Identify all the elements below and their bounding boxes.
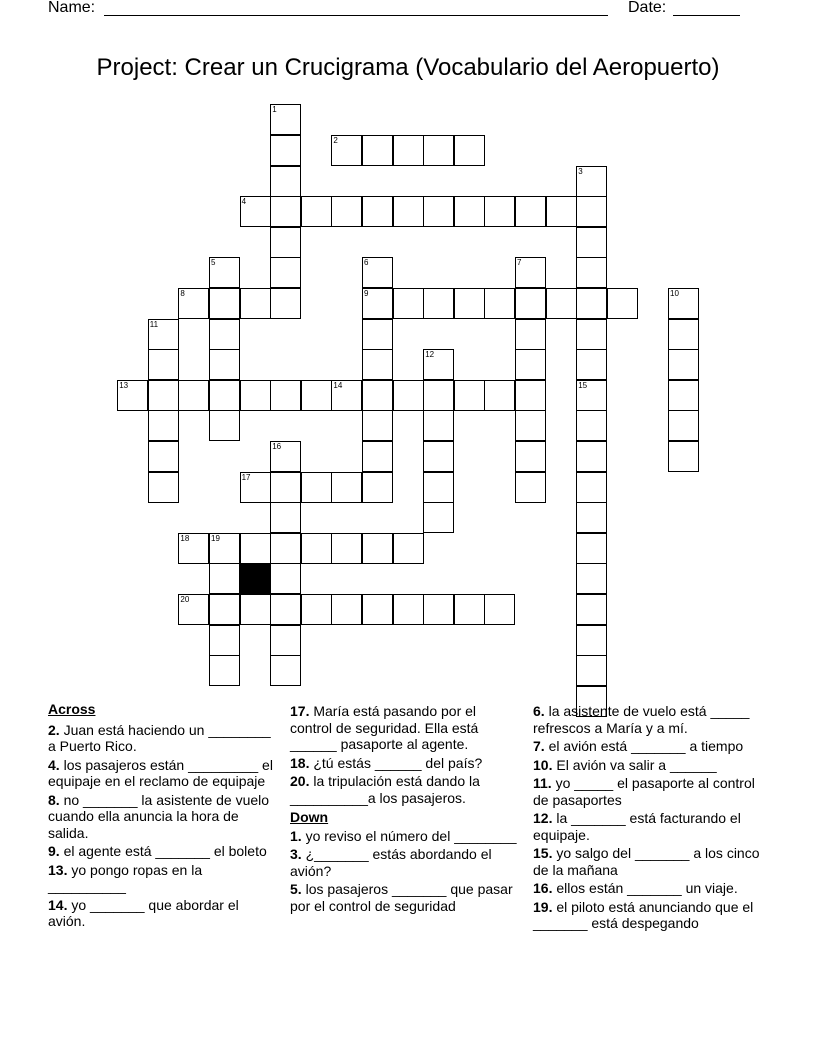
grid-cell[interactable] <box>209 533 240 564</box>
grid-cell[interactable] <box>270 104 301 135</box>
clue-item-number: 15. <box>533 845 553 861</box>
clue-item-number: 1. <box>290 827 302 844</box>
grid-cell[interactable] <box>576 533 607 564</box>
clue-number: 4 <box>241 197 247 207</box>
grid-cell[interactable] <box>607 288 638 319</box>
grid-cell[interactable] <box>576 257 607 288</box>
grid-cell[interactable] <box>484 288 515 319</box>
grid-cell[interactable] <box>484 196 515 227</box>
grid-cell[interactable] <box>148 349 179 380</box>
grid-cell[interactable] <box>301 472 332 503</box>
clue-item-number: 8. <box>48 791 60 808</box>
grid-cell[interactable] <box>423 380 454 411</box>
clue-item-text: el avión está _______ a tiempo <box>544 738 744 754</box>
grid-cell[interactable] <box>393 196 424 227</box>
grid-cell[interactable] <box>209 349 240 380</box>
clue-number: 11 <box>149 319 159 329</box>
grid-cell[interactable] <box>362 472 393 503</box>
grid-cell[interactable] <box>423 288 454 319</box>
grid-cell[interactable] <box>240 594 271 625</box>
grid-cell[interactable] <box>546 196 577 227</box>
grid-cell[interactable] <box>393 288 424 319</box>
clue-number: 10 <box>670 289 679 298</box>
grid-cell[interactable] <box>301 196 332 227</box>
clue-item <box>290 773 520 806</box>
grid-cell[interactable] <box>515 441 546 472</box>
grid-cell[interactable] <box>331 196 362 227</box>
grid-cell[interactable] <box>209 563 240 594</box>
grid-cell[interactable] <box>270 196 301 227</box>
grid-cell-black <box>240 563 271 594</box>
grid-cell[interactable] <box>668 349 699 380</box>
grid-cell[interactable] <box>668 380 699 411</box>
grid-cell[interactable] <box>423 196 454 227</box>
grid-cell[interactable] <box>148 472 179 503</box>
clue-item-text: yo reviso el número del ________ <box>301 827 517 844</box>
clue-item <box>533 738 763 755</box>
clue-number: 8 <box>180 289 185 298</box>
grid-cell[interactable] <box>515 257 546 288</box>
clues-column-2 <box>290 701 520 914</box>
clue-item-text: yo salgo del _______ a los cinco de la mañana <box>533 845 760 878</box>
clue-item <box>290 828 520 845</box>
grid-cell[interactable] <box>362 533 393 564</box>
clue-item-number: 3. <box>290 846 302 862</box>
grid-cell[interactable] <box>668 319 699 350</box>
grid-cell[interactable] <box>393 135 424 166</box>
grid-cell[interactable] <box>515 349 546 380</box>
clue-number: 12 <box>425 350 435 360</box>
grid-cell[interactable] <box>484 594 515 625</box>
clue-item-text: ¿_______ estás abordando el avión? <box>290 846 492 879</box>
grid-cell[interactable] <box>576 227 607 258</box>
grid-cell[interactable] <box>240 533 271 564</box>
clue-item-text: la asistente de vuelo está _____ refrescos a María y a mí. <box>533 703 750 736</box>
grid-cell[interactable] <box>362 349 393 380</box>
across-clue-list-continued <box>290 703 520 806</box>
grid-cell[interactable] <box>668 410 699 441</box>
clue-item <box>48 757 278 790</box>
clues-column-3 <box>533 701 763 932</box>
clue-item-text: yo _______ que abordar el avión. <box>48 896 239 929</box>
grid-cell[interactable] <box>331 380 362 411</box>
clue-item-text: El avión va salir a ______ <box>552 756 717 773</box>
grid-cell[interactable] <box>393 594 424 625</box>
grid-cell[interactable] <box>209 625 240 656</box>
grid-cell[interactable] <box>301 594 332 625</box>
grid-cell[interactable] <box>576 410 607 441</box>
clue-item-text: ¿tú estás ______ del país? <box>309 754 483 771</box>
clue-number: 9 <box>364 289 369 298</box>
clues-column-1 <box>48 701 278 930</box>
grid-cell[interactable] <box>178 594 209 625</box>
clue-number: 19 <box>211 533 220 543</box>
across-clue-list <box>48 722 278 930</box>
page-title: Project: Crear un Crucigrama (Vocabulario del Aeropuerto) <box>96 54 720 81</box>
down-heading: Down <box>290 809 329 825</box>
grid-cell[interactable] <box>270 655 301 686</box>
grid-cell[interactable] <box>178 533 209 564</box>
grid-cell[interactable] <box>362 410 393 441</box>
grid-cell[interactable] <box>240 380 271 411</box>
grid-cell[interactable] <box>331 594 362 625</box>
grid-cell[interactable] <box>148 441 179 472</box>
grid-cell[interactable] <box>423 410 454 441</box>
grid-cell[interactable] <box>454 196 485 227</box>
clue-item <box>290 846 520 879</box>
clue-item-number: 11. <box>533 775 552 791</box>
clue-item <box>48 792 278 842</box>
clue-item <box>533 810 763 843</box>
across-heading: Across <box>48 701 96 717</box>
clue-number: 16 <box>272 442 282 451</box>
grid-cell[interactable] <box>393 533 424 564</box>
clue-item-number: 7. <box>533 738 545 754</box>
grid-cell[interactable] <box>576 380 607 411</box>
grid-cell[interactable] <box>423 502 454 533</box>
clue-number: 18 <box>180 533 190 543</box>
grid-cell[interactable] <box>668 288 699 319</box>
clue-item-number: 14. <box>48 896 68 913</box>
grid-cell[interactable] <box>362 380 393 411</box>
grid-cell[interactable] <box>515 319 546 350</box>
grid-cell[interactable] <box>576 196 607 227</box>
grid-cell[interactable] <box>576 349 607 380</box>
grid-cell[interactable] <box>270 257 301 288</box>
clue-item-number: 6. <box>533 703 545 719</box>
grid-cell[interactable] <box>423 135 454 166</box>
clue-item-text: yo pongo ropas en la __________ <box>48 861 203 894</box>
clue-item-number: 17. <box>290 703 310 719</box>
clue-item <box>533 703 763 736</box>
down-clue-list-continued <box>533 703 763 932</box>
grid-cell[interactable] <box>362 594 393 625</box>
clue-number: 2 <box>333 136 338 145</box>
clue-item-number: 16. <box>533 880 553 896</box>
grid-cell[interactable] <box>576 625 607 656</box>
grid-cell[interactable] <box>301 380 332 411</box>
grid-cell[interactable] <box>178 288 209 319</box>
grid-cell[interactable] <box>331 135 362 166</box>
clue-item <box>533 757 763 774</box>
clue-item <box>48 722 278 755</box>
name-label: Name: <box>48 0 96 16</box>
grid-cell[interactable] <box>362 441 393 472</box>
grid-cell[interactable] <box>301 533 332 564</box>
clue-item-text: Juan está haciendo un ________ a Puerto Rico. <box>48 721 271 754</box>
clue-number: 3 <box>578 166 583 176</box>
clue-item <box>290 755 520 772</box>
grid-cell[interactable] <box>423 594 454 625</box>
clue-item <box>290 703 520 753</box>
grid-cell[interactable] <box>209 380 240 411</box>
grid-cell[interactable] <box>209 594 240 625</box>
clue-item-text: yo _____ el pasaporte al control de pasaportes <box>533 775 755 808</box>
grid-cell[interactable] <box>270 227 301 258</box>
clue-item-text: el piloto está anunciando que el _______ está despegando <box>533 898 754 931</box>
date-label: Date: <box>628 0 667 16</box>
clue-item-number: 13. <box>48 861 68 878</box>
grid-cell[interactable] <box>423 472 454 503</box>
clue-item <box>48 862 278 895</box>
grid-cell[interactable] <box>576 594 607 625</box>
grid-cell[interactable] <box>270 533 301 564</box>
clue-number: 13 <box>119 380 129 390</box>
clue-item <box>533 775 763 808</box>
grid-cell[interactable] <box>515 288 546 319</box>
clue-item-text: no _______ la asistente de vuelo cuando ella anuncia la hora de salida. <box>48 791 270 841</box>
clue-item-text: ellos están _______ un viaje. <box>552 880 738 896</box>
clue-item-number: 12. <box>533 810 553 826</box>
grid-cell[interactable] <box>270 288 301 319</box>
clue-number: 5 <box>211 258 216 268</box>
grid-cell[interactable] <box>576 166 607 197</box>
grid-cell[interactable] <box>240 472 271 503</box>
clue-item <box>533 880 763 897</box>
grid-cell[interactable] <box>331 472 362 503</box>
grid-cell[interactable] <box>270 563 301 594</box>
clue-number: 6 <box>364 258 369 268</box>
grid-cell[interactable] <box>270 502 301 533</box>
clue-item <box>533 845 763 878</box>
grid-cell[interactable] <box>454 380 485 411</box>
grid-cell[interactable] <box>515 410 546 441</box>
grid-cell[interactable] <box>362 196 393 227</box>
clue-item-number: 18. <box>290 754 310 771</box>
grid-cell[interactable] <box>270 594 301 625</box>
clue-item <box>533 899 763 932</box>
grid-cell[interactable] <box>270 380 301 411</box>
clue-item-number: 2. <box>48 721 60 738</box>
grid-cell[interactable] <box>148 380 179 411</box>
grid-cell[interactable] <box>576 563 607 594</box>
grid-cell[interactable] <box>331 533 362 564</box>
clue-item-text: los pasajeros están _________ el equipaje en el reclamo de equipaje <box>48 756 273 789</box>
grid-cell[interactable] <box>423 441 454 472</box>
grid-cell[interactable] <box>668 441 699 472</box>
clue-item-text: la tripulación está dando la __________a los pasajeros. <box>290 773 480 806</box>
grid-cell[interactable] <box>362 135 393 166</box>
grid-cell[interactable] <box>209 288 240 319</box>
grid-cell[interactable] <box>484 380 515 411</box>
grid-cell[interactable] <box>576 319 607 350</box>
clue-item-number: 4. <box>48 756 60 773</box>
clue-number: 20 <box>180 595 190 604</box>
grid-cell[interactable] <box>209 410 240 441</box>
clue-item-number: 10. <box>533 756 553 773</box>
clue-item-number: 5. <box>290 881 302 897</box>
grid-cell[interactable] <box>454 288 485 319</box>
grid-cell[interactable] <box>270 166 301 197</box>
grid-cell[interactable] <box>546 288 577 319</box>
grid-cell[interactable] <box>576 441 607 472</box>
clue-item <box>48 843 278 860</box>
clue-item-number: 20. <box>290 773 310 789</box>
clue-item <box>290 881 520 914</box>
down-clue-list <box>290 828 520 915</box>
clue-number: 7 <box>517 258 522 268</box>
clue-number: 14 <box>333 380 343 390</box>
clue-number: 1 <box>272 105 277 115</box>
grid-cell[interactable] <box>270 472 301 503</box>
grid-cell[interactable] <box>576 502 607 533</box>
grid-cell[interactable] <box>270 135 301 166</box>
clue-item-number: 19. <box>533 898 553 915</box>
clue-item-text: la _______ está facturando el equipaje. <box>533 810 741 843</box>
clue-item-number: 9. <box>48 843 60 859</box>
grid-cell[interactable] <box>454 135 485 166</box>
clue-item-text: María está pasando por el control de seguridad. Ella está ______ pasaporte al agente. <box>290 703 479 752</box>
grid-cell[interactable] <box>209 655 240 686</box>
grid-cell[interactable] <box>515 196 546 227</box>
grid-cell[interactable] <box>240 196 271 227</box>
grid-cell[interactable] <box>209 319 240 350</box>
grid-cell[interactable] <box>117 380 148 411</box>
clue-item <box>48 897 278 930</box>
grid-cell[interactable] <box>362 319 393 350</box>
grid-cell[interactable] <box>576 472 607 503</box>
clue-number: 15 <box>578 380 588 390</box>
grid-cell[interactable] <box>576 288 607 319</box>
grid-cell[interactable] <box>148 319 179 350</box>
clue-number: 17 <box>241 472 251 482</box>
clue-item-text: el agente está _______ el boleto <box>59 843 267 859</box>
grid-cell[interactable] <box>362 257 393 288</box>
grid-cell[interactable] <box>362 288 393 319</box>
grid-cell[interactable] <box>270 441 301 472</box>
grid-cell[interactable] <box>515 472 546 503</box>
grid-cell[interactable] <box>423 349 454 380</box>
clue-item-text: los pasajeros _______ que pasar por el control de seguridad <box>290 881 513 914</box>
grid-cell[interactable] <box>454 594 485 625</box>
grid-cell[interactable] <box>576 655 607 686</box>
grid-cell[interactable] <box>209 257 240 288</box>
grid-cell[interactable] <box>240 288 271 319</box>
grid-cell[interactable] <box>393 380 424 411</box>
grid-cell[interactable] <box>148 410 179 441</box>
grid-cell[interactable] <box>178 380 209 411</box>
grid-cell[interactable] <box>515 380 546 411</box>
grid-cell[interactable] <box>270 625 301 656</box>
